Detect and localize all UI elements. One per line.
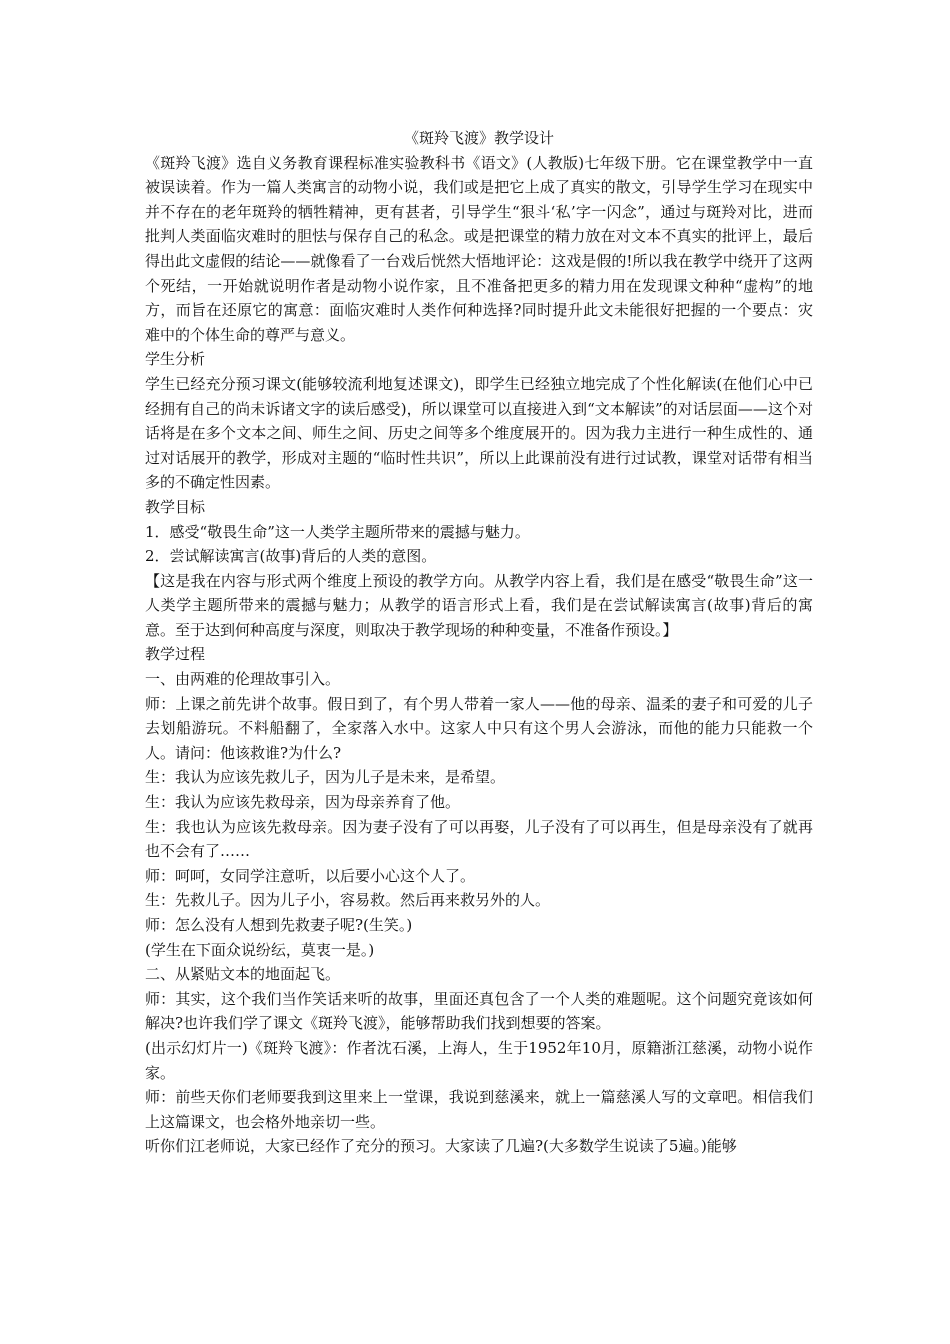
process-step-2-heading: 二、从紧贴文本的地面起飞。 bbox=[145, 965, 341, 984]
section-heading-student-analysis: 学生分析 bbox=[145, 350, 206, 369]
dialogue-line: 师：呵呵，女同学注意听，以后要小心这个人了。 bbox=[145, 866, 476, 885]
dialogue-line: 师：其实，这个我们当作笑话来听的故事，里面还真包含了一个人类的难题呢。这个问题究竟该如何解决?也许我们学了课文《斑羚飞渡》，能够帮助我们找到想要的答案。 bbox=[145, 989, 813, 1033]
intro-paragraph: 《斑羚飞渡》选自义务教育课程标准实验教科书《语文》(人教版)七年级下册。它在课堂教学中一直被误读着。作为一篇人类寓言的动物小说，我们或是把它上成了真实的散文，引导学生学习在现实中并不存在的老年斑羚的牺牲精神，更有甚者，引导学生“狠斗‘私’字一闪念”，通过与斑羚对比，进而批判人类面临灾难时的胆怯与保存自己的私念。或是把课堂的精力放在对文本不真实的批评上，最后得出此文虚假的结论——就像看了一台戏后恍然大悟地评论：这戏是假的!所以我在教学中绕开了这两个死结，一开始就说明作者是动物小说作家，且不准备把更多的精力用在发现课文种种“虚构”的地方，而旨在还原它的寓意：面临灾难时人类作何种选择?同时提升此文未能很好把握的一个要点：灾难中的个体生命的尊严与意义。 bbox=[145, 153, 813, 344]
goal-note-paragraph: 【这是我在内容与形式两个维度上预设的教学方向。从教学内容上看，我们是在感受“敬畏生命”这一人类学主题所带来的震撼与魅力；从教学的语言形式上看，我们是在尝试解读寓言(故事)背后的寓意。至于达到何种高度与深度，则取决于教学现场的种种变量，不准备作预设。】 bbox=[145, 571, 813, 639]
dialogue-line: 生：先救儿子。因为儿子小，容易救。然后再来救另外的人。 bbox=[145, 891, 551, 910]
dialogue-line: 生：我也认为应该先救母亲。因为妻子没有了可以再娶，儿子没有了可以再生，但是母亲没有了就再也不会有了…… bbox=[145, 817, 813, 861]
dialogue-line: 生：我认为应该先救母亲，因为母亲养育了他。 bbox=[145, 793, 461, 812]
student-analysis-paragraph: 学生已经充分预习课文(能够较流利地复述课文)，即学生已经独立地完成了个性化解读(在他们心中已经拥有自己的尚未诉诸文字的读后感受)，所以课堂可以直接进入到“文本解读”的对话层面——这个对话将是在多个文本之间、师生之间、历史之间等多个维度展开的。因为我力主进行一种生成性的、通过对话展开的教学，形成对主题的“临时性共识”，所以上此课前没有进行过试教，课堂对话带有相当多的不确定性因素。 bbox=[145, 374, 813, 492]
document-title: 《斑羚飞渡》教学设计 bbox=[403, 129, 554, 147]
process-step-1-heading: 一、由两难的伦理故事引入。 bbox=[145, 670, 341, 689]
dialogue-line: 师：上课之前先讲个故事。假日到了，有个男人带着一家人——他的母亲、温柔的妻子和可爱的儿子去划船游玩。不料船翻了，全家落入水中。这家人中只有这个男人会游泳，而他的能力只能救一个人。请问：他该救谁?为什么? bbox=[145, 694, 813, 762]
dialogue-line: 师：怎么没有人想到先救妻子呢?(生笑。) bbox=[145, 916, 413, 934]
dialogue-line: 师：前些天你们老师要我到这里来上一堂课，我说到慈溪来，就上一篇慈溪人写的文章吧。相信我们上这篇课文，也会格外地亲切一些。 bbox=[145, 1088, 813, 1131]
goal-item-2: 2．尝试解读寓言(故事)背后的人类的意图。 bbox=[145, 547, 437, 566]
dialogue-line: 生：我认为应该先救儿子，因为儿子是未来，是希望。 bbox=[145, 768, 506, 787]
dialogue-line: (学生在下面众说纷纭，莫衷一是。) bbox=[145, 940, 375, 959]
goal-item-1: 1．感受“敬畏生命”这一人类学主题所带来的震撼与魅力。 bbox=[145, 522, 530, 541]
dialogue-line: 听你们江老师说，大家已经作了充分的预习。大家读了几遍?(大多数学生说读了5遍。)能够 bbox=[145, 1137, 737, 1156]
slide-note-paragraph: (出示幻灯片一)《斑羚飞渡》：作者沈石溪，上海人，生于1952年10月，原籍浙江慈溪，动物小说作家。 bbox=[145, 1038, 813, 1082]
section-heading-teaching-process: 教学过程 bbox=[145, 645, 206, 664]
document-body bbox=[145, 126, 813, 1159]
section-heading-teaching-goals: 教学目标 bbox=[145, 497, 206, 516]
